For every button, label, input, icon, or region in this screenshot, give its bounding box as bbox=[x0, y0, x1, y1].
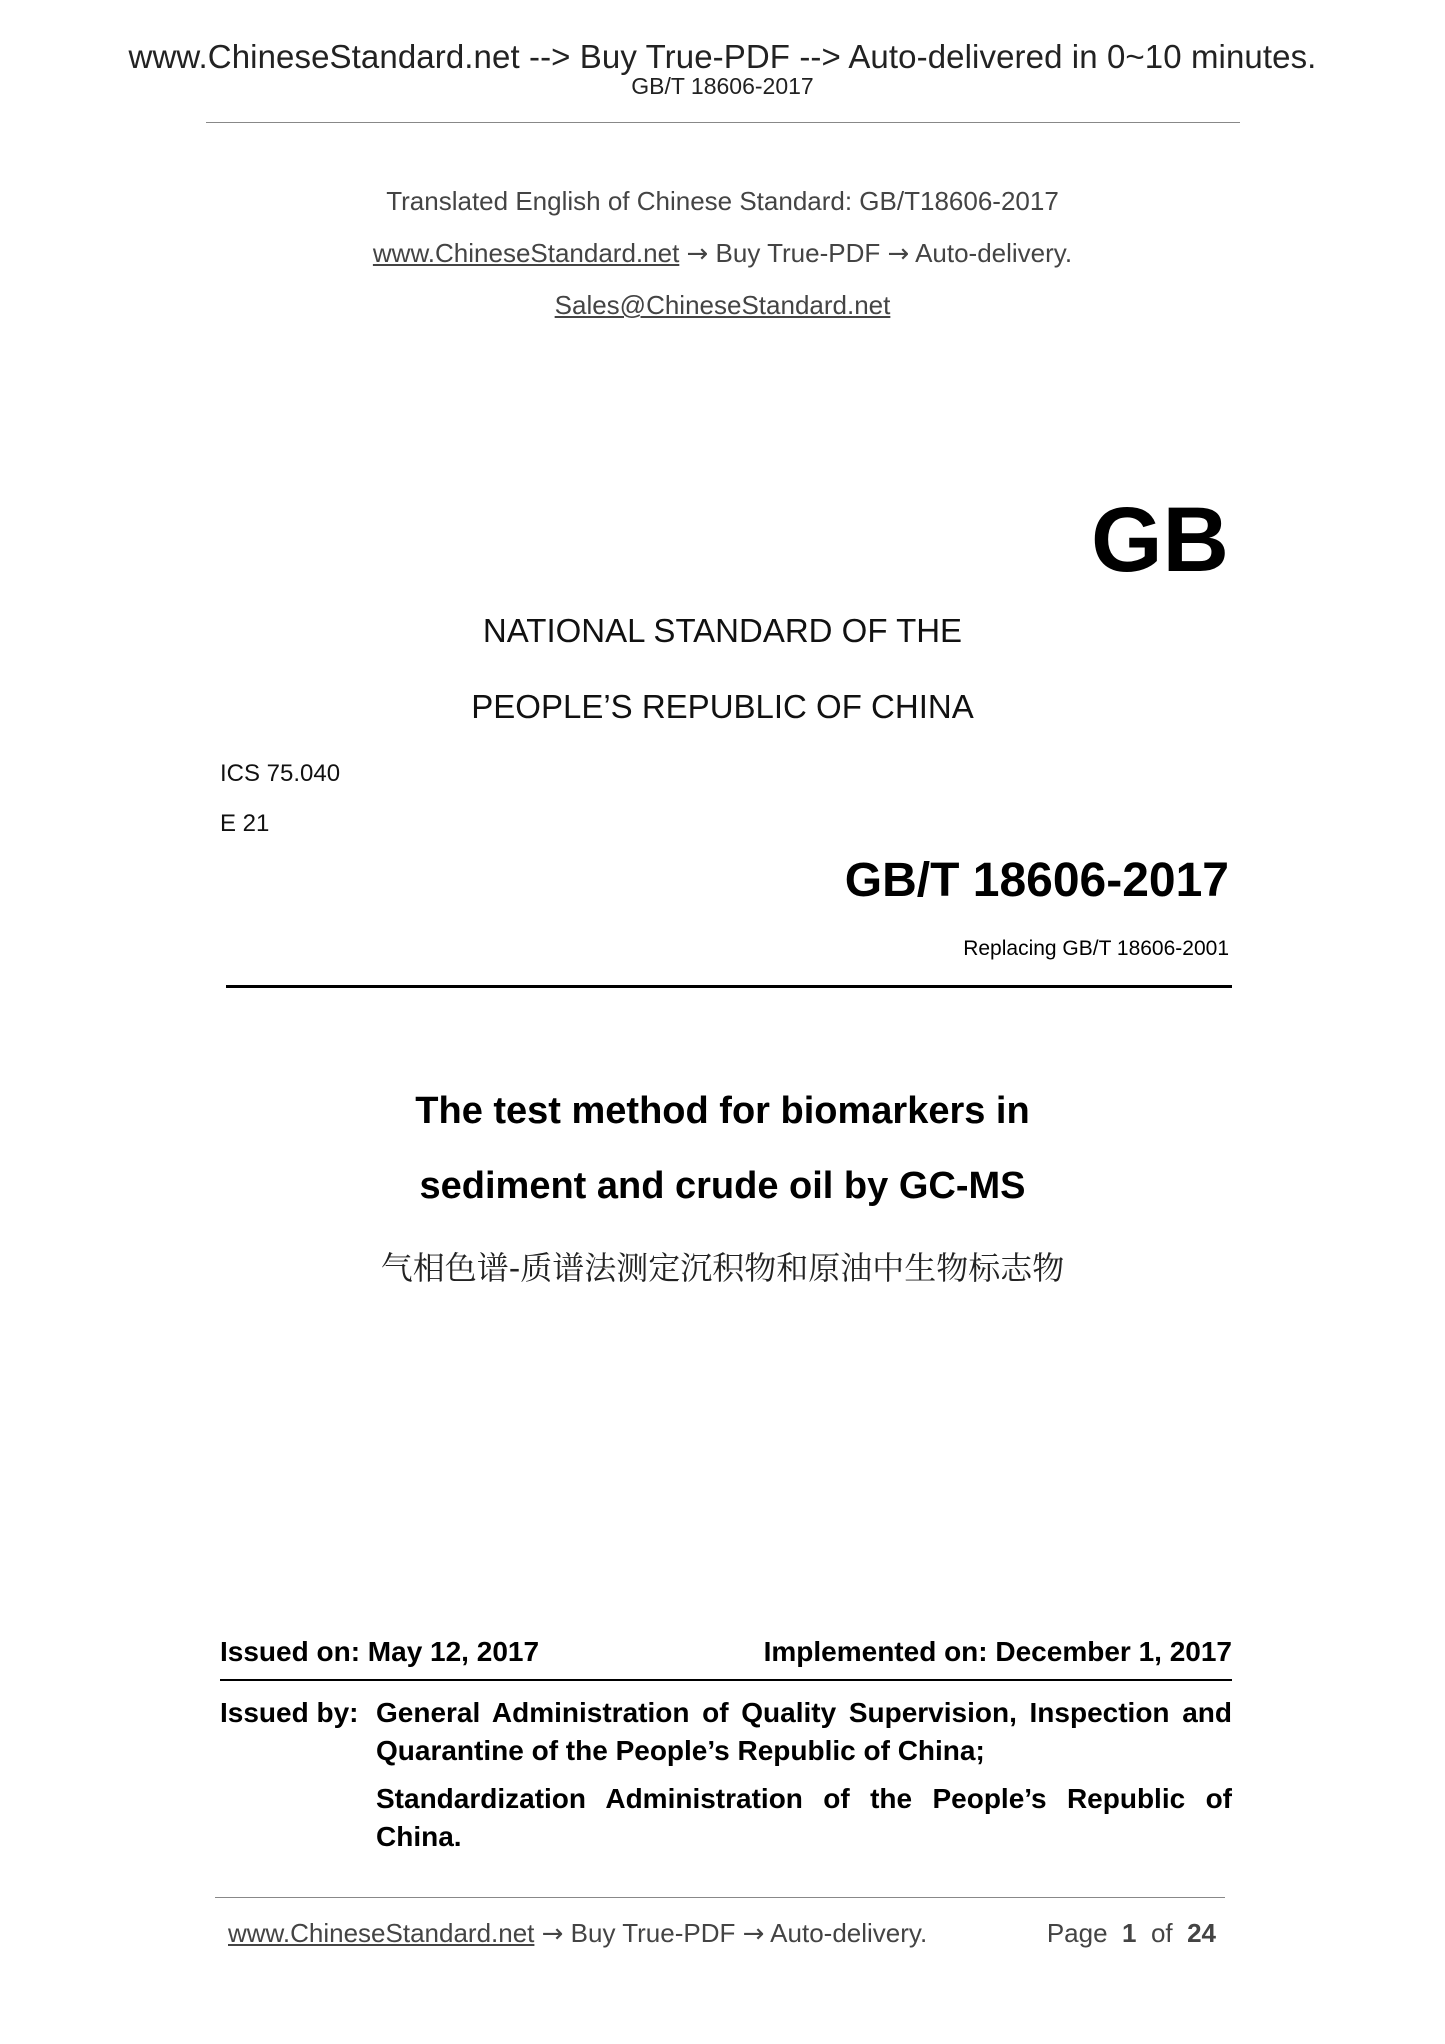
footer-auto-text: Auto-delivery. bbox=[764, 1918, 928, 1948]
national-standard-line2: PEOPLE’S REPUBLIC OF CHINA bbox=[471, 688, 974, 725]
translated-line: Translated English of Chinese Standard: GB/T18606-2017 bbox=[386, 186, 1059, 216]
header-divider bbox=[206, 122, 1240, 123]
top-banner bbox=[0, 38, 1445, 76]
arrow-right-icon: → bbox=[887, 239, 910, 269]
footer-buy-text: Buy True-PDF bbox=[563, 1918, 743, 1948]
issued-by-org2: Standardization Administration of the People’s Republic of China. bbox=[376, 1783, 1232, 1852]
translated-links bbox=[0, 238, 1445, 269]
title-divider bbox=[226, 985, 1232, 988]
ics-code: ICS 75.040 bbox=[220, 760, 341, 787]
buy-text: Buy True-PDF bbox=[708, 238, 888, 268]
arrow-right-icon: → bbox=[541, 1919, 564, 1949]
standard-number: GB/T 18606-2017 bbox=[844, 854, 1229, 907]
translated-site-link[interactable]: www.ChineseStandard.net bbox=[372, 238, 680, 268]
gb-mark: GB bbox=[1091, 489, 1229, 591]
footer-divider bbox=[215, 1897, 1225, 1898]
page-number: 1 bbox=[1122, 1918, 1137, 1948]
issued-on: Issued on: May 12, 2017 bbox=[220, 1636, 540, 1667]
arrow-right-icon: → bbox=[686, 239, 709, 269]
issued-by-org1: General Administration of Quality Supervision, Inspection and Quarantine of the People’s Republic of China; bbox=[376, 1697, 1232, 1766]
footer-site-link[interactable]: www.ChineseStandard.net bbox=[228, 1918, 535, 1948]
replacing-note: Replacing GB/T 18606-2001 bbox=[963, 937, 1229, 960]
issued-by-label: Issued by: bbox=[220, 1697, 359, 1728]
title-chinese: 气相色谱-质谱法测定沉积物和原油中生物标志物 bbox=[380, 1249, 1065, 1287]
sales-email-link[interactable]: Sales@ChineseStandard.net bbox=[554, 290, 891, 320]
of-label: of bbox=[1150, 1918, 1173, 1948]
arrow-right-icon: → bbox=[742, 1919, 765, 1949]
implemented-on: Implemented on: December 1, 2017 bbox=[763, 1636, 1232, 1667]
title-line2: sediment and crude oil by GC-MS bbox=[419, 1165, 1026, 1207]
ccs-code: E 21 bbox=[220, 810, 270, 837]
page-label: Page bbox=[1046, 1918, 1108, 1948]
page-indicator bbox=[1047, 1918, 1216, 1949]
footer-links bbox=[228, 1918, 927, 1949]
title-line1: The test method for biomarkers in bbox=[415, 1090, 1030, 1132]
issued-divider bbox=[220, 1679, 1232, 1681]
national-standard-line1: NATIONAL STANDARD OF THE bbox=[482, 612, 963, 649]
email-line bbox=[0, 290, 1445, 321]
auto-text: Auto-delivery. bbox=[909, 238, 1073, 268]
page-total: 24 bbox=[1187, 1918, 1216, 1948]
running-head: GB/T 18606-2017 bbox=[631, 73, 814, 99]
banner-site-link[interactable]: www.ChineseStandard.net bbox=[128, 38, 520, 75]
banner-text: --> Buy True-PDF --> Auto-delivered in 0~10 minutes. bbox=[519, 38, 1317, 75]
